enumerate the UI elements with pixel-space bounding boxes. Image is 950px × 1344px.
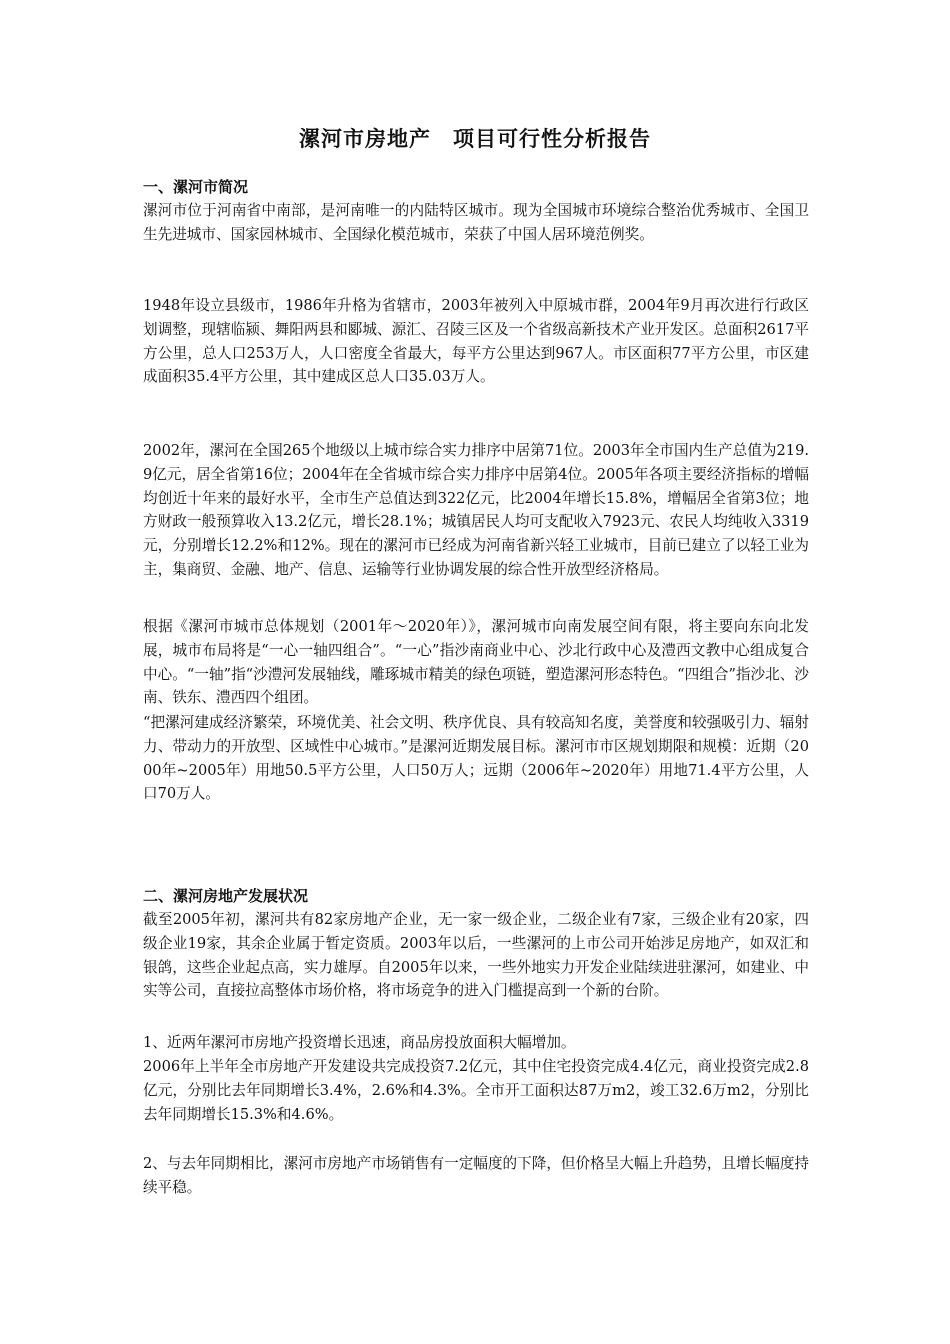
document-title: 漯河市房地产 项目可行性分析报告 [299, 127, 651, 151]
section-1-heading: 一、漯河市简况 [143, 178, 249, 196]
section-1-paragraph: “把漯河建成经济繁荣，环境优美、社会文明、秩序优良、具有较高知名度，美誉度和较强吸引力、辐射力、带动力的开放型、区域性中心城市。”是漯河近期发展目标。漯河市市区规划期限和规模：近期（2000年~2005年）用地50.5平方公里，人口50万人；远期（2006年~2020年）用地71.4平方公里，人口70万人。 [143, 714, 809, 803]
section-1-paragraph: 2002年，漯河在全国265个地级以上城市综合实力排序中居第71位。2003年全市国内生产总值为219.9亿元，居全省第16位；2004年在全省城市综合实力排序中居第4位。2005年各项主要经济指标的增幅均创近十年来的最好水平，全市生产总值达到322亿元，比2004年增长15.8%，增幅居全省第3位；地方财政一般预算收入13.2亿元，增长28.1%；城镇居民人均可支配收入7923元、农民人均纯收入3319元，分别增长12.2%和12%。现在的漯河市已经成为河南省新兴轻工业城市，目前已建立了以轻工业为主，集商贸、金融、地产、信息、运输等行业协调发展的综合性开放型经济格局。 [143, 442, 809, 578]
section-1-paragraph: 根据《漯河市城市总体规划（2001年～2020年）》，漯河城市向南发展空间有限，将主要向东向北发展，城市布局将是“一心一轴四组合”。“一心”指沙南商业中心、沙北行政中心及澧西文教中心组成复合中心。“一轴”指“沙澧河发展轴线，雕琢城市精美的绿色项链，塑造漯河形态特色。“四组合”指沙北、沙南、铁东、澧西四个组团。 [143, 618, 809, 707]
section-1-paragraph: 漯河市位于河南省中南部，是河南唯一的内陆特区城市。现为全国城市环境综合整治优秀城市、全国卫生先进城市、国家园林城市、全国绿化模范城市，荣获了中国人居环境范例奖。 [143, 202, 809, 243]
section-2-paragraph: 2、与去年同期相比，漯河市房地产市场销售有一定幅度的下降，但价格呈大幅上升趋势，且增长幅度持续平稳。 [143, 1155, 810, 1196]
section-2-paragraph: 截至2005年初，漯河共有82家房地产企业，无一家一级企业，二级企业有7家，三级企业有20家，四级企业19家，其余企业属于暂定资质。2003年以后，一些漯河的上市公司开始涉足房地产，如双汇和银鸽，这些企业起点高，实力雄厚。自2005年以来，一些外地实力开发企业陆续进驻漯河，如建业、中实等公司，直接拉高整体市场价格，将市场竞争的进入门槛提高到一个新的台阶。 [143, 911, 809, 1000]
section-2-paragraph: 2006年上半年全市房地产开发建设共完成投资7.2亿元，其中住宅投资完成4.4亿元，商业投资完成2.8亿元，分别比去年同期增长3.4%，2.6%和4.3%。全市开工面积达87万m2，竣工32.6万m2，分别比去年同期增长15.3%和4.6%。 [143, 1058, 809, 1123]
section-2-paragraph: 1、近两年漯河市房地产投资增长迅速，商品房投放面积大幅增加。 [143, 1034, 576, 1051]
section-1-paragraph: 1948年设立县级市，1986年升格为省辖市，2003年被列入中原城市群，2004年9月再次进行行政区划调整，现辖临颍、舞阳两县和郾城、源汇、召陵三区及一个省级高新技术产业开发区。总面积2617平方公里，总人口253万人，人口密度全省最大，每平方公里达到967人。市区面积77平方公里，市区建成面积35.4平方公里，其中建成区总人口35.03万人。 [143, 297, 809, 386]
section-2-heading: 二、漯河房地产发展状况 [143, 887, 309, 905]
